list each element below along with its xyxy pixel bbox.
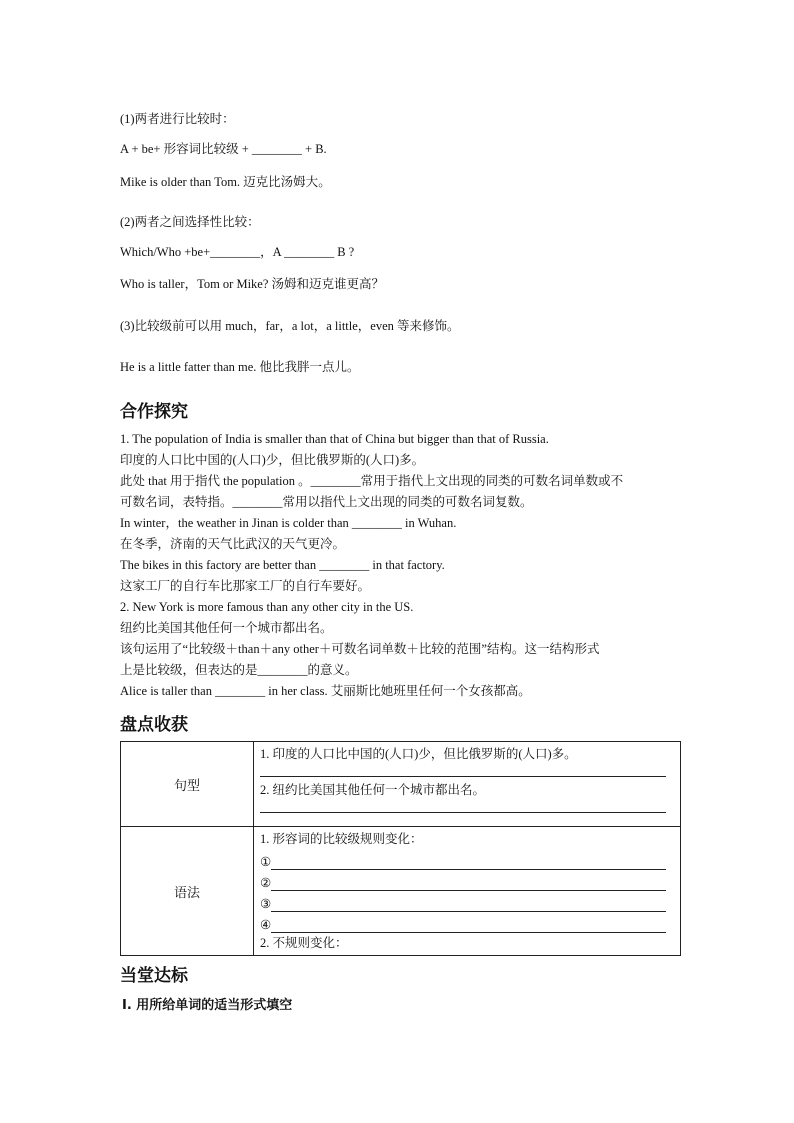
rule-line-2[interactable] — [260, 870, 674, 891]
cooperate-line: 这家工厂的自行车比那家工厂的自行车要好。 — [120, 579, 371, 593]
cooperate-line: The bikes in this factory are better than ________ in that factory. — [120, 558, 445, 572]
cooperate-line: 在冬季，济南的天气比武汉的天气更冷。 — [120, 537, 346, 551]
compare-line-7: (3)比较级前可以用 much，far，a lot，a little，even 等来修饰。 — [120, 319, 460, 333]
circled-number: ④ — [260, 918, 272, 932]
sentence-item-1: 1. 印度的人口比中国的(人口)少，但比俄罗斯的(人口)多。 — [260, 747, 577, 761]
cooperate-line: In winter，the weather in Jinan is colder than ________ in Wuhan. — [120, 516, 457, 530]
rule-line-4[interactable] — [260, 912, 674, 933]
answer-line[interactable] — [260, 764, 666, 777]
compare-line-1: (1)两者进行比较时： — [120, 112, 235, 126]
cooperate-line: 可数名词，表特指。________常用以指代上文出现的同类的可数名词复数。 — [120, 495, 533, 509]
grammar-item-1: 1. 形容词的比较级规则变化： — [260, 832, 423, 846]
summary-table — [120, 741, 681, 956]
sentence-cell — [254, 742, 681, 827]
compare-line-6: Who is taller，Tom or Mike? 汤姆和迈克谁更高？ — [120, 277, 385, 291]
cooperate-line: 纽约比美国其他任何一个城市都出名。 — [120, 621, 333, 635]
grammar-label: 语法 — [121, 827, 254, 956]
sentence-label: 句型 — [121, 742, 254, 827]
cooperate-line: 此处 that 用于指代 the population 。________常用于指代上文出现的同类的可数名词单数或不 — [120, 474, 624, 488]
cooperate-line: 1. The population of India is smaller than that of China but bigger than that of Russia. — [120, 432, 549, 446]
compare-line-3: Mike is older than Tom. 迈克比汤姆大。 — [120, 175, 331, 189]
rule-line-1[interactable] — [260, 849, 674, 870]
rule-line-3[interactable] — [260, 891, 674, 912]
compare-line-2: A + be+ 形容词比较级 + ________ + B. — [120, 142, 327, 156]
cooperate-line: 该句运用了“比较级＋than＋any other＋可数名词单数＋比较的范围”结构。这一结构形式 — [120, 642, 600, 656]
cooperate-line: 印度的人口比中国的(人口)少，但比俄罗斯的(人口)多。 — [120, 453, 425, 467]
compare-line-8: He is a little fatter than me. 他比我胖一点儿。 — [120, 360, 360, 374]
compare-line-5: Which/Who +be+________，A ________ B ? — [120, 245, 355, 259]
compare-line-4: (2)两者之间选择性比较： — [120, 215, 260, 229]
circled-number: ③ — [260, 897, 272, 911]
cooperate-heading: 合作探究 — [120, 402, 188, 422]
practice-subheading: Ⅰ. 用所给单词的适当形式填空 — [122, 998, 293, 1013]
circled-number: ② — [260, 876, 272, 890]
grammar-cell — [254, 827, 681, 956]
summary-row-sentence — [121, 742, 681, 827]
cooperate-line: 2. New York is more famous than any other city in the US. — [120, 600, 414, 614]
cooperate-line: 上是比较级，但表达的是________的意义。 — [120, 663, 358, 677]
circled-number: ① — [260, 855, 272, 869]
summary-row-grammar — [121, 827, 681, 956]
answer-line[interactable] — [260, 800, 666, 813]
sentence-item-2: 2. 纽约比美国其他任何一个城市都出名。 — [260, 783, 486, 797]
grammar-item-2: 2. 不规则变化： — [260, 936, 348, 950]
practice-heading: 当堂达标 — [120, 966, 188, 986]
summary-heading: 盘点收获 — [120, 715, 188, 735]
cooperate-line: Alice is taller than ________ in her class. 艾丽斯比她班里任何一个女孩都高。 — [120, 684, 531, 698]
